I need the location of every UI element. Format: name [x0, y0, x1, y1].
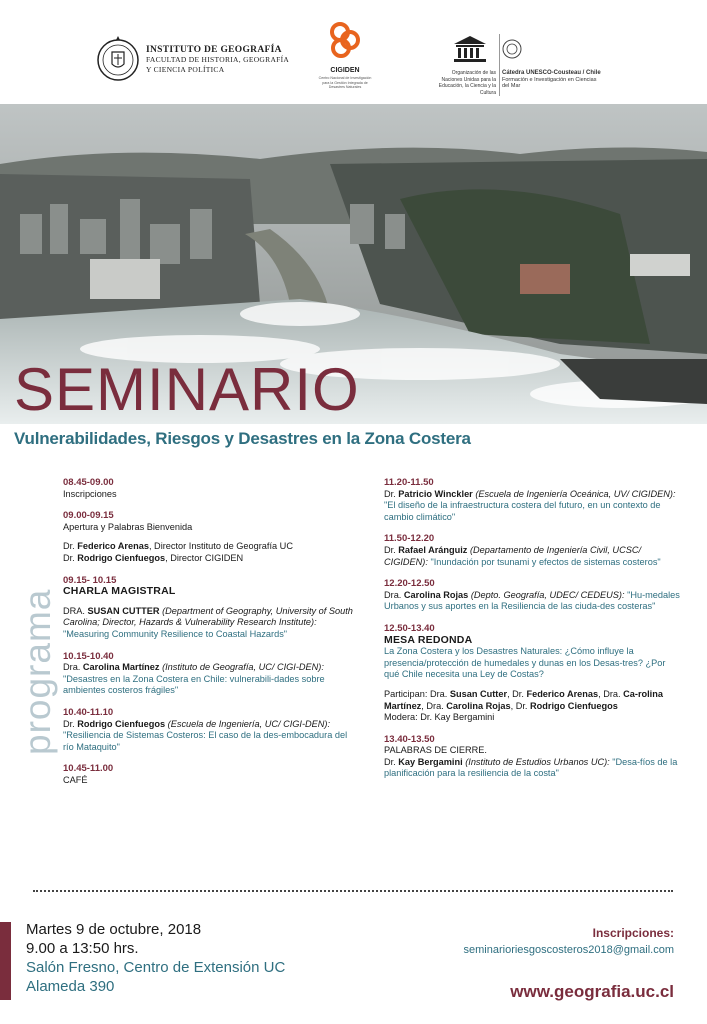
unesco-temple-icon	[452, 34, 488, 64]
session-time: 11.20-11.50	[384, 477, 434, 488]
program-item	[384, 477, 682, 523]
institute-faculty-2: Y CIENCIA POLÍTICA	[146, 65, 225, 74]
session-time: 10.15-10.40	[63, 650, 114, 662]
speaker-name: Federico Arenas	[77, 541, 149, 552]
speaker-prefix: Dra.	[63, 662, 83, 673]
institute-name: INSTITUTO DE GEOGRAFÍA	[146, 45, 282, 55]
session-time: 12.20-12.50	[384, 578, 435, 590]
seminar-subtitle: Vulnerabilidades, Riesgos y Desastres en la Zona Costera	[14, 429, 471, 448]
speaker-line	[63, 662, 359, 697]
session-time: 11.50-12.20	[384, 533, 435, 545]
program-item	[384, 578, 682, 613]
session-time: 09.15- 10.15	[63, 574, 117, 586]
speaker-prefix: Dr.	[63, 552, 78, 563]
speaker-line	[63, 606, 359, 641]
speaker-prefix: Dr.	[63, 718, 78, 729]
speaker-role: , Director CIGIDEN	[165, 552, 244, 563]
participant-name: Carolina Rojas	[446, 700, 511, 711]
speaker-prefix: Dr.	[384, 544, 399, 555]
speaker-name: Carolina Rojas	[403, 589, 469, 600]
program-item	[384, 623, 682, 724]
speaker-line	[63, 541, 359, 553]
talk-title: "Inundación por tsunami y efectos de sistemas costeros"	[430, 556, 661, 567]
speaker-line	[63, 719, 359, 754]
unesco-divider	[499, 34, 500, 96]
speaker-name: Patricio Winckler	[398, 488, 473, 499]
talk-title: "Desastres en la Zona Costera en Chile: vulnerabili-dades sobre ambientes costeros frágiles"	[63, 673, 325, 696]
session-time: 12.50-13.40	[384, 622, 435, 634]
session-heading: MESA REDONDA	[384, 633, 473, 646]
speaker-name: Rafael Aránguiz	[398, 544, 468, 555]
speaker-prefix: Dr.	[63, 541, 78, 552]
cigiden-rings-icon	[328, 20, 362, 60]
talk-title: "Desa-fíos de la planificación para la resiliencia de la costa"	[384, 756, 678, 779]
event-venue: Salón Fresno, Centro de Extensión UC	[26, 959, 286, 976]
session-text: Inscripciones	[63, 488, 117, 499]
program-item	[63, 510, 359, 564]
speaker-line	[384, 545, 682, 568]
cigiden-name: CIGIDEN	[330, 67, 360, 74]
speaker-line	[63, 553, 359, 565]
speaker-prefix: DRA.	[63, 605, 88, 616]
program-item	[63, 651, 359, 697]
institute-faculty: FACULTAD DE HISTORIA, GEOGRAFÍA	[146, 55, 290, 64]
dotted-separator	[33, 890, 673, 892]
speaker-affiliation: (Instituto de Estudios Urbanos UC):	[465, 756, 610, 767]
chair-seal-icon	[502, 34, 522, 64]
registration-label: Inscripciones:	[592, 926, 674, 940]
speaker-affiliation: (Department of Geography, University of South Carolina; Director, Hazards & Vulnerability Research Institute):	[63, 605, 353, 628]
session-time: 09.00-09.15	[63, 510, 114, 522]
participant-name: Ca-rolina Martínez	[384, 688, 663, 711]
speaker-affiliation: (Depto. Geografía, UDEC/ CEDEUS):	[470, 589, 625, 600]
program-item	[384, 533, 682, 568]
program-item	[384, 734, 682, 780]
talk-title: "Measuring Community Resilience to Coastal Hazards"	[63, 628, 288, 639]
instituto-geografia-logo	[96, 30, 289, 90]
panel-participants	[384, 689, 682, 712]
participant-name: Federico Arenas	[526, 688, 599, 699]
participant-name: Susan Cutter	[449, 688, 508, 699]
seminar-title: SEMINARIO	[14, 356, 360, 423]
unesco-logo	[438, 34, 601, 96]
program-item	[63, 763, 359, 786]
panel-moderator: Modera: Dr. Kay Bergamini	[384, 712, 495, 723]
speaker-name: SUSAN CUTTER	[87, 605, 160, 616]
session-time: 10.45-11.00	[63, 763, 114, 775]
session-text: CAFÉ	[63, 774, 88, 785]
program-right-column	[384, 477, 682, 790]
session-time: 08.45-09.00	[63, 477, 114, 488]
event-address: Alameda 390	[26, 978, 115, 995]
speaker-name: Rodrigo Cienfuegos	[77, 552, 166, 563]
session-heading: CHARLA MAGISTRAL	[63, 585, 176, 598]
participant-separator: , Dra.	[421, 700, 447, 711]
event-details	[26, 920, 285, 996]
speaker-name: Kay Bergamini	[398, 756, 463, 767]
uc-seal-icon	[96, 30, 140, 90]
speaker-affiliation: (Escuela de Ingeniería, UC/ CIGI-DEN):	[167, 718, 331, 729]
speaker-prefix: Dr.	[384, 756, 399, 767]
speaker-line	[384, 590, 682, 613]
speaker-line	[384, 489, 682, 524]
speaker-affiliation: (Escuela de Ingeniería Oceánica, UV/ CIGIDEN):	[475, 488, 676, 499]
speaker-line	[384, 757, 682, 780]
accent-bar	[0, 922, 11, 1000]
program-item	[63, 707, 359, 753]
cigiden-logo	[318, 20, 372, 90]
header	[0, 0, 707, 104]
participants-label: Participan: Dra.	[384, 688, 450, 699]
unesco-chair-title: Cátedra UNESCO-Cousteau / Chile	[502, 70, 601, 76]
talk-title: "Resiliencia de Sistemas Costeros: El caso de la des-embocadura del río Mataquito"	[63, 730, 348, 752]
event-date: Martes 9 de octubre, 2018	[26, 921, 202, 938]
speaker-affiliation: (Departamento de Ingeniería Civil, UCSC/ CIGIDEN):	[384, 544, 642, 567]
participant-separator: , Dr.	[510, 700, 531, 711]
unesco-chair-subtitle: Formación e Investigación en Ciencias del Mar	[502, 76, 597, 89]
speaker-name: Carolina Martínez	[82, 662, 160, 673]
program-item	[63, 575, 359, 641]
speaker-affiliation: (Instituto de Geografía, UC/ CIGI-DEN):	[162, 662, 324, 673]
speaker-role: , Director Instituto de Geografía UC	[148, 541, 293, 552]
talk-title: "El diseño de la infraestructura costera del futuro, en un contexto de cambio climático"	[384, 500, 661, 522]
participant-separator: , Dra.	[598, 688, 624, 699]
unesco-chair	[502, 70, 602, 90]
registration-block	[464, 926, 674, 956]
speaker-prefix: Dr.	[384, 488, 399, 499]
session-time: 13.40-13.50	[384, 733, 435, 745]
talk-title: "Hu-medales Urbanos y sus aportes en la Resiliencia de las ciuda-des costeras"	[384, 589, 680, 612]
program-item	[63, 477, 359, 500]
program-left-column	[63, 477, 359, 796]
panel-question: La Zona Costera y los Desastres Naturales: ¿Cómo influye la presencia/protección de humedales y dunas en los Desas-tres? ¿Por qué Chile necesita una Ley de Costas?	[384, 646, 666, 680]
participant-separator: , Dr.	[507, 688, 527, 699]
participant-name: Rodrigo Cienfuegos	[530, 700, 618, 711]
cigiden-subtitle: Centro Nacional de Investigación para la Gestión Integrada de Desastres Naturales	[318, 76, 372, 89]
session-heading-plain: PALABRAS DE CIERRE.	[384, 745, 487, 756]
session-text: Apertura y Palabras Bienvenida	[63, 521, 193, 532]
unesco-org-name: Organización de las Naciones Unidas para la Educación, la Ciencia y la Cultura	[438, 70, 496, 96]
session-time: 10.40-11.10	[63, 706, 114, 718]
website-link[interactable]: www.geografia.uc.cl	[510, 982, 674, 1001]
speaker-prefix: Dra.	[384, 589, 404, 600]
registration-email-link[interactable]: seminarioriesgoscosteros2018@gmail.com	[463, 944, 674, 956]
programa-side-label: programa	[17, 588, 58, 755]
speaker-name: Rodrigo Cienfuegos	[77, 718, 166, 729]
event-hours: 9.00 a 13:50 hrs.	[26, 940, 139, 957]
